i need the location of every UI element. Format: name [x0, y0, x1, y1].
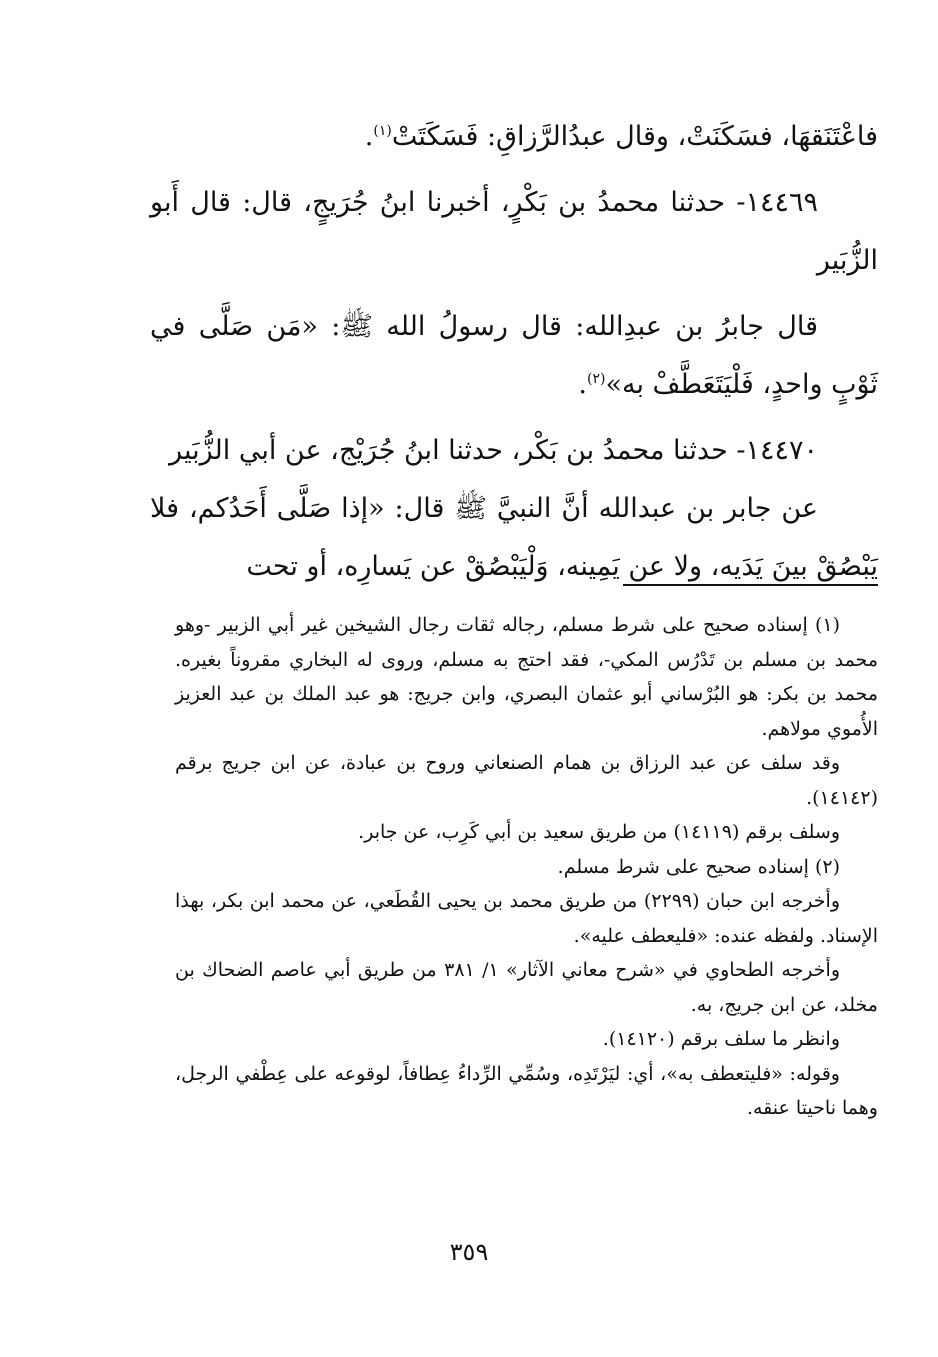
- main-line-6: ١٤٤٧٠- حدثنا محمدُ بن بَكْر، حدثنا ابنُ جُرَيْج، عن أبي الزُّبَير: [169, 435, 818, 466]
- hadith-14469: [150, 174, 878, 290]
- footnote-1-para-2: وقد سلف عن عبد الرزاق بن همام الصنعاني وروح بن عبادة، عن ابن جريج برقم (١٤١٤٢).: [175, 752, 878, 809]
- main-line-1: فاعْتَنَقهَا، فسَكَنَتْ، وقال عبدُالرَّزاقِ: فَسَكَتَتْ: [391, 121, 878, 152]
- main-line-3: الزُّبَير: [816, 245, 878, 276]
- main-line-8: يَبْصُقْ بينَ يَدَيه، ولا عن يَمِينه، وَلْيَبْصُقْ عن يَسارِه، أو تحت: [246, 551, 878, 582]
- hadith-14469-matn: [150, 298, 878, 414]
- footnote-2: (٢) إسناده صحيح على شرط مسلم.: [557, 855, 840, 878]
- main-text: [150, 108, 878, 596]
- footnote-separator: [623, 584, 878, 586]
- hadith-continuation: [150, 108, 878, 166]
- footnote-ref-2: (٢): [586, 371, 606, 387]
- main-line-5-end: .: [578, 369, 587, 400]
- footnotes: [175, 608, 878, 1126]
- footnote-2-para-2: وأخرجه ابن حبان (٢٢٩٩) من طريق محمد بن يحيى القُطَعي، عن محمد ابن بكر، بهذا الإسناد. ولفظه عنده: «فليعطف عليه».: [175, 890, 878, 947]
- footnote-1: (١) إسناده صحيح على شرط مسلم، رجاله ثقات رجال الشيخين غير أبي الزبير -وهو محمد بن مسلم بن تَدْرُس المكي-، فقد احتج به مسلم، وروى له البخاري مقروناً بغيره. محمد بن بكر: هو البُرْساني أبو عثمان البصري، وابن جريج: هو عبد الملك بن عبد العزيز الأُموي مولاهم.: [175, 614, 878, 740]
- footnote-ref-1: (١): [373, 123, 392, 139]
- footnote-1-para-3: وسلف برقم (١٤١١٩) من طريق سعيد بن أبي كَرِب، عن جابر.: [358, 821, 840, 843]
- hadith-14470: [150, 422, 878, 480]
- main-line-1-end: .: [364, 121, 374, 152]
- main-line-2: ١٤٤٦٩- حدثنا محمدُ بن بَكْرٍ، أخبرنا ابنُ جُرَيجٍ، قال: قال أَبو: [150, 187, 818, 218]
- page-number: ٣٥٩: [449, 1238, 489, 1266]
- footnote-2-para-4: وانظر ما سلف برقم (١٤١٢٠).: [602, 1028, 840, 1050]
- hadith-14470-matn: [150, 480, 878, 596]
- main-line-4: قال جابرُ بن عبدِالله: قال رسولُ الله ﷺ: «مَن صَلَّى في ثَوْبٍ: [150, 311, 878, 400]
- main-line-7: عن جابر بن عبدالله أنَّ النبيَّ ﷺ قال: «إذا صَلَّى أَحَدُكم، فلا: [150, 493, 818, 524]
- main-line-5: واحدٍ، فَلْيَتَعَطَّفْ به»: [605, 369, 823, 400]
- footnote-2-para-5: وقوله: «فليتعطف به»، أي: ليَرْتَدِه، وسُمِّي الرِّداءُ عِطافاً، لوقوعه على عِطْفي الرجل، وهما ناحيتا عنقه.: [175, 1062, 878, 1119]
- footnote-2-para-3: وأخرجه الطحاوي في «شرح معاني الآثار» ١/ ٣٨١ من طريق أبي عاصم الضحاك بن مخلد، عن ابن جريج، به.: [175, 959, 878, 1016]
